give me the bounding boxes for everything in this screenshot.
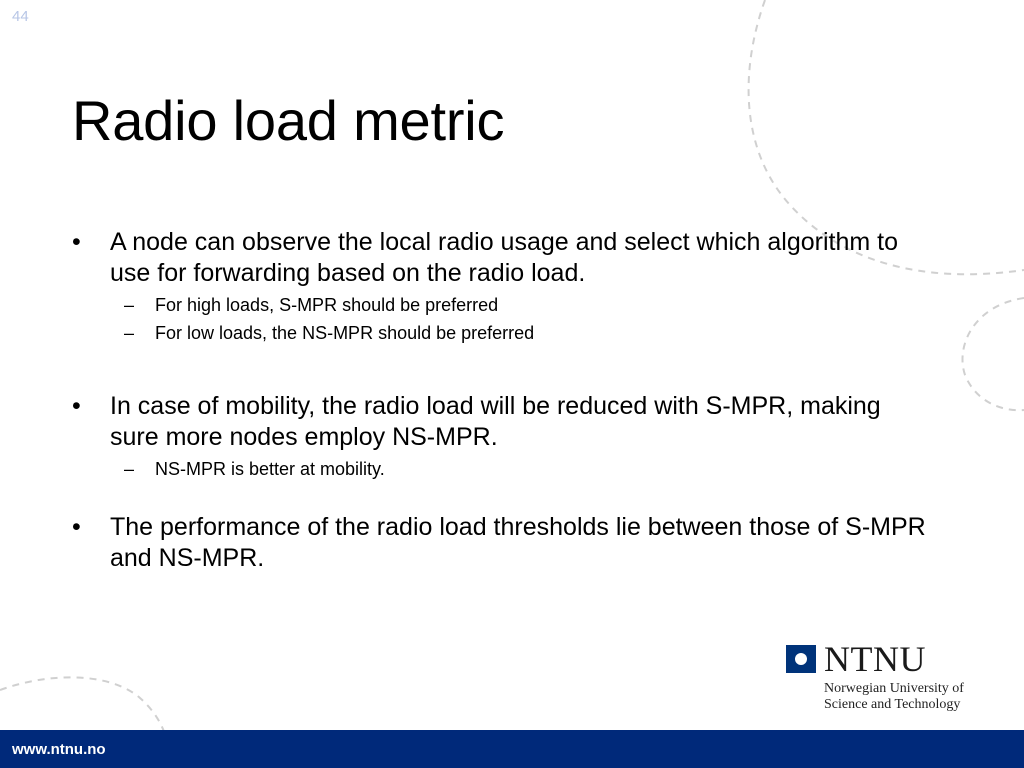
logo-name: NTNU — [824, 639, 926, 679]
bullet-marker: • — [72, 228, 81, 256]
decor-arc-right — [962, 298, 1024, 410]
footer-url-link[interactable]: www.ntnu.no — [12, 741, 106, 758]
logo-subtitle-line2: Science and Technology — [824, 697, 961, 712]
footer-bar — [0, 730, 1024, 768]
sub-bullet-marker: – — [124, 459, 135, 479]
bullet-marker: • — [72, 392, 81, 420]
sub-bullet-marker: – — [124, 323, 135, 343]
sub-bullet-marker: – — [124, 295, 135, 315]
sub-bullet-1-2 — [72, 321, 932, 345]
logo-subtitle — [824, 681, 964, 713]
logo-subtitle-line1: Norwegian University of — [824, 681, 964, 696]
bullet-3 — [72, 512, 932, 574]
slide-body — [72, 227, 932, 574]
bullet-text: In case of mobility, the radio load will be reduced with S-MPR, making sure more nodes employ NS-MPR. — [110, 392, 881, 451]
bullet-1 — [72, 227, 932, 289]
sub-bullet-text: For high loads, S-MPR should be preferred — [155, 295, 499, 315]
sub-bullet-1-1 — [72, 293, 932, 317]
slide-number: 44 — [12, 8, 29, 25]
ntnu-logo — [786, 641, 1001, 721]
bullet-text: The performance of the radio load thresholds lie between those of S-MPR and NS-MPR. — [110, 513, 926, 572]
ntnu-logo-mark-icon — [786, 645, 816, 673]
bullet-marker: • — [72, 513, 81, 541]
bullet-2 — [72, 391, 932, 453]
sub-bullet-2-1 — [72, 457, 932, 481]
bullet-text: A node can observe the local radio usage and select which algorithm to use for forwarding based on the radio load. — [110, 228, 898, 287]
slide-title: Radio load metric — [72, 89, 505, 152]
sub-bullet-text: NS-MPR is better at mobility. — [155, 459, 385, 479]
sub-bullet-text: For low loads, the NS-MPR should be preferred — [155, 323, 535, 343]
